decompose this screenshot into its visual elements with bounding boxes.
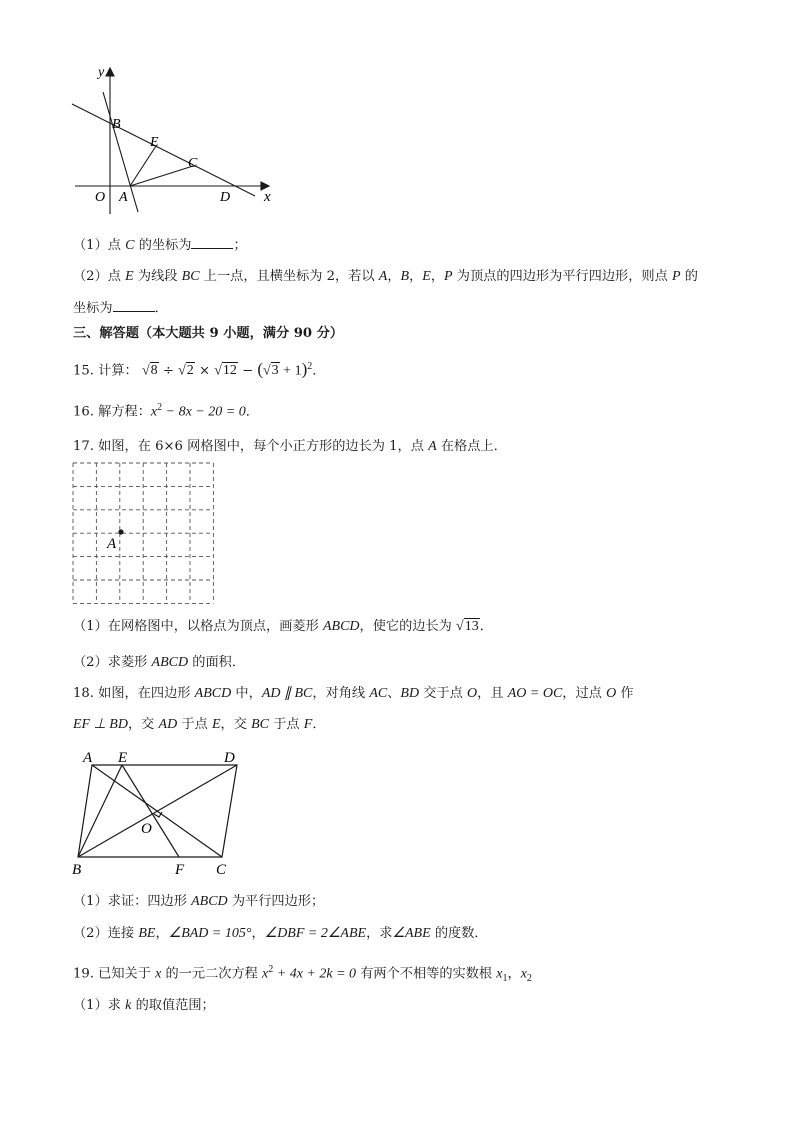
y-axis-arrow (106, 68, 114, 76)
grid-point-A-label: A (107, 536, 117, 552)
parallelogram-figure (70, 745, 250, 880)
x-label: x (264, 189, 271, 205)
segment-AC (130, 166, 193, 186)
segment-AE (130, 146, 156, 186)
fig18-E: E (118, 750, 128, 766)
q18-part2: （2）连接 BE，∠BAD = 105°，∠DBF = 2∠ABE，求∠ABE 的度数． (73, 926, 488, 941)
point-C-label: C (188, 156, 198, 171)
q16: 16. 解方程：$x^2 - 8x - 20 = 0$． (73, 402, 259, 420)
q19-stem: 19. 已知关于 x 的一元二次方程 $x^2 + 4x + 2k = 0$ 有两个不相等的实数根 $x_1$，$x_2$ (73, 964, 532, 985)
point-O-label: O (95, 190, 106, 205)
fig18-C: C (216, 862, 227, 878)
q17-intro: 17. 如图，在 6×6 网格图中，每个小正方形的边长为 1，点 A 在格点上． (73, 439, 507, 454)
q18-line1: 18. 如图，在四边形 ABCD 中，AD ∥ BC，对角线 AC、BD 交于点 O，且 AO = OC，过点 O 作 (73, 686, 634, 701)
coordinate-figure (68, 62, 278, 217)
section-title: 三、解答题（本大题共 9 小题，满分 90 分） (73, 326, 344, 341)
q18-part1: （1）求证：四边形 ABCD 为平行四边形； (73, 894, 325, 909)
fig18-O: O (141, 821, 152, 837)
point-D-label: D (220, 190, 231, 205)
answer-blank[interactable] (113, 299, 155, 312)
q14-part1: （1）点 C 的坐标为 ； (73, 238, 247, 253)
grid-figure (72, 462, 218, 604)
q14-part2-line1: （2）点 E 为线段 BC 上一点，且横坐标为 2，若以 A，B，E，P 为顶点的四边形为平行四边形，则点 P 的 (73, 269, 698, 284)
point-B-label: B (112, 117, 121, 132)
point-A (118, 529, 123, 534)
q18-line2: EF ⊥ BD，交 AD 于点 E，交 BC 于点 F． (73, 717, 326, 732)
q19-part1: （1）求 k 的取值范围； (73, 998, 215, 1013)
q15: 15. 计算： $√8 \div √2 \times √12 - (√3 + 1)^2$． (73, 359, 326, 379)
point-A-label: A (119, 190, 128, 205)
point-E-label: E (150, 135, 159, 150)
q17-part2: （2）求菱形 ABCD 的面积． (73, 655, 246, 670)
answer-blank[interactable] (191, 236, 233, 249)
q14-part2-line2: 坐标为 ． (73, 301, 168, 316)
diagonal-BD (78, 765, 237, 857)
segment-EF (122, 765, 179, 857)
q17-part1: （1）在网格图中，以格点为顶点，画菱形 ABCD，使它的边长为 √13． (73, 619, 493, 634)
y-label: y (98, 65, 105, 80)
fig18-B: B (72, 862, 82, 878)
fig18-D: D (224, 750, 235, 766)
line-BD (72, 104, 255, 196)
fig18-F: F (175, 862, 185, 878)
fig18-A: A (83, 750, 93, 766)
